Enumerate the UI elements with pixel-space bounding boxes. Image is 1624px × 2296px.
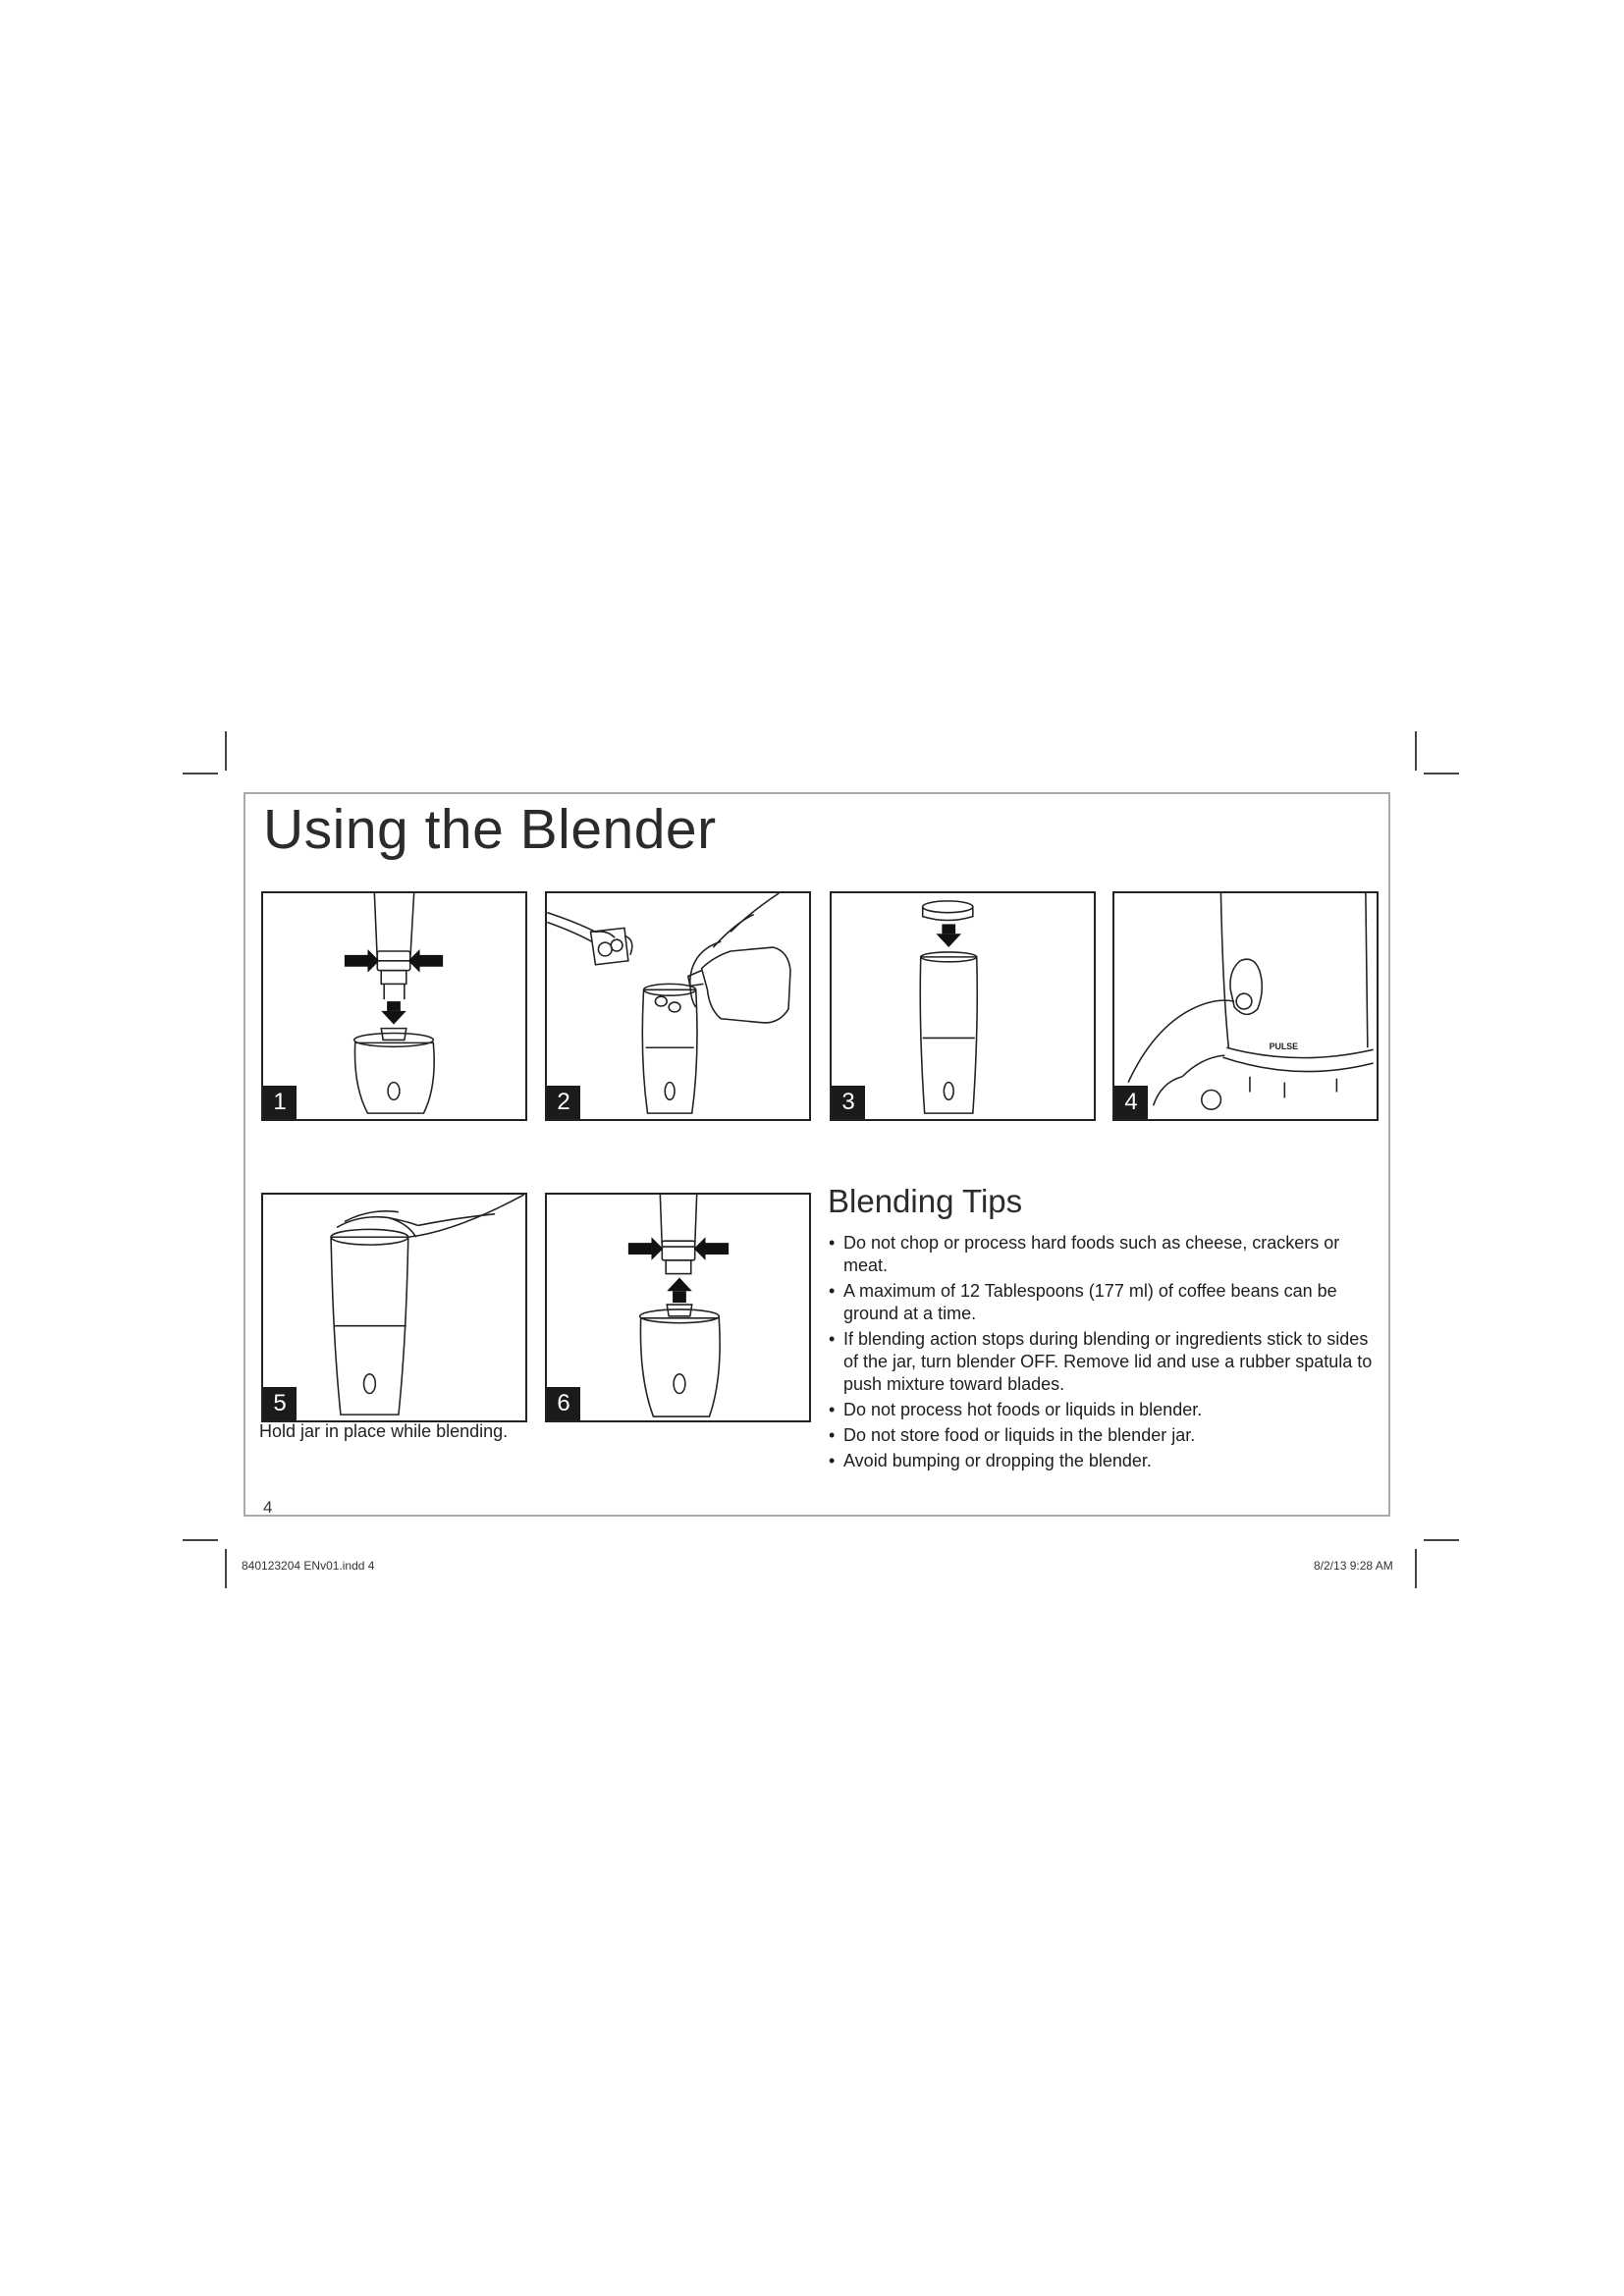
step-number-badge: 6 <box>547 1387 580 1420</box>
crop-mark-bottom-right-v <box>1415 1549 1417 1588</box>
tip-item: • If blending action stops during blending or ingredients stick to sides of the jar, turn blender OFF. Remove lid and use a rubber spatula to push mixture toward blades. <box>825 1328 1384 1396</box>
tip-item: • Do not process hot foods or liquids in blender. <box>825 1399 1384 1421</box>
step-5-caption: Hold jar in place while blending. <box>259 1421 509 1441</box>
step-5-panel <box>261 1193 527 1422</box>
tip-item: • Avoid bumping or dropping the blender. <box>825 1450 1384 1472</box>
tips-heading: Blending Tips <box>828 1183 1023 1219</box>
crop-mark-bottom-left-v <box>225 1549 227 1588</box>
tip-item: • A maximum of 12 Tablespoons (177 ml) of coffee beans can be ground at a time. <box>825 1280 1384 1325</box>
tips-list <box>825 1232 1384 1475</box>
step-number-badge: 5 <box>263 1387 297 1420</box>
step-2-panel <box>545 891 811 1121</box>
step-3-illustration <box>832 893 1094 1119</box>
step-number-badge: 3 <box>832 1086 865 1119</box>
step-number-badge: 2 <box>547 1086 580 1119</box>
step-number-badge: 1 <box>263 1086 297 1119</box>
crop-mark-top-right-v <box>1415 731 1417 771</box>
crop-mark-top-right-h <box>1424 773 1459 774</box>
step-3-panel <box>830 891 1096 1121</box>
crop-mark-bottom-left-h <box>183 1539 218 1541</box>
step-6-illustration <box>547 1195 809 1420</box>
pulse-label: PULSE <box>1269 1041 1299 1052</box>
step-5-illustration <box>263 1195 525 1420</box>
crop-mark-top-left-h <box>183 773 218 774</box>
step-1-illustration <box>263 893 525 1119</box>
tip-item: • Do not chop or process hard foods such as cheese, crackers or meat. <box>825 1232 1384 1277</box>
step-4-panel <box>1112 891 1379 1121</box>
page-number: 4 <box>263 1498 273 1517</box>
step-number-badge: 4 <box>1114 1086 1148 1119</box>
page-title: Using the Blender <box>263 798 717 861</box>
step-1-panel <box>261 891 527 1121</box>
print-slug-file: 840123204 ENv01.indd 4 <box>242 1559 375 1573</box>
step-2-illustration <box>547 893 809 1119</box>
step-4-illustration <box>1114 893 1377 1119</box>
step-6-panel <box>545 1193 811 1422</box>
crop-mark-top-left-v <box>225 731 227 771</box>
print-slug-date: 8/2/13 9:28 AM <box>1314 1559 1393 1573</box>
tip-item: • Do not store food or liquids in the blender jar. <box>825 1424 1384 1447</box>
crop-mark-bottom-right-h <box>1424 1539 1459 1541</box>
